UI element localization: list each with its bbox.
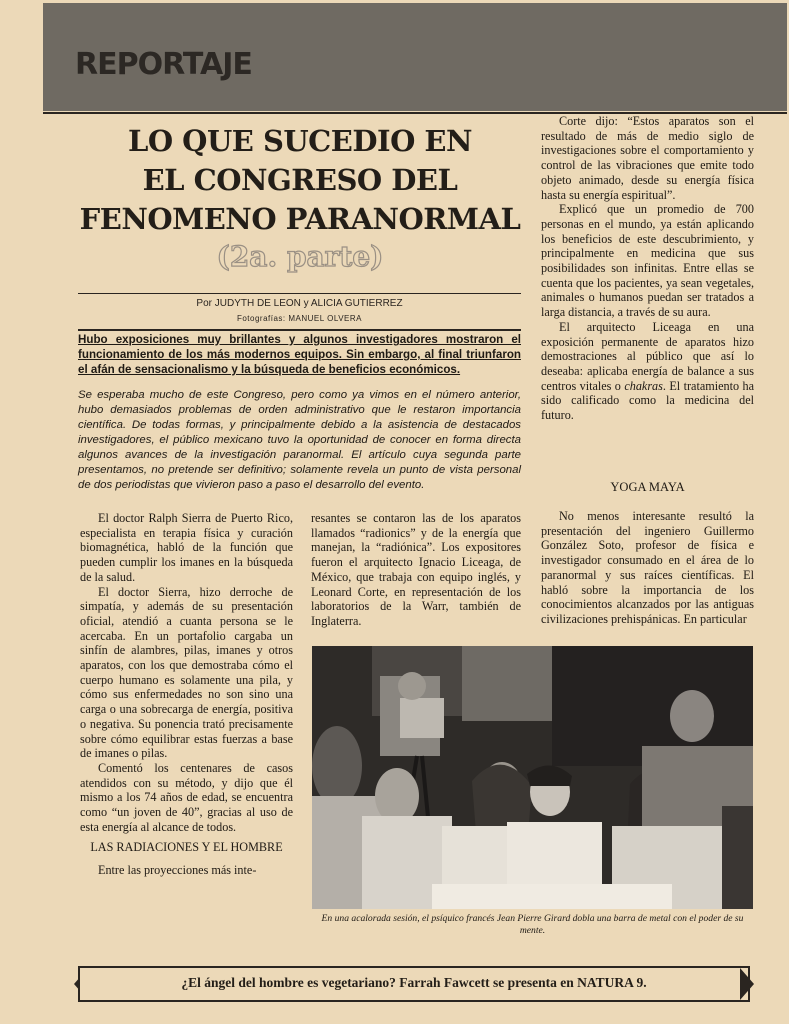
article-headline	[70, 122, 530, 239]
lead-rule	[78, 329, 521, 331]
paragraph-emphasis: chakras	[624, 378, 663, 393]
photo-caption: En una acalorada sesión, el psíquico francés Jean Pierre Girard dobla una barra de metal con el poder de su mente.	[321, 913, 744, 936]
byline-rule	[78, 293, 521, 294]
text-column-1	[80, 511, 293, 878]
paragraph: No menos interesante resultó la presentación del ingeniero Guillermo González Soto, profesor de física e investigador consumado en el área de lo paranormal y sus raíces científicas. El habló sobre la importancia de los conocimientos alcanzados por las antiguas civilizaciones prehispánicas. En particular	[541, 509, 754, 626]
column-subheading: LAS RADIACIONES Y EL HOMBRE	[90, 840, 283, 855]
headline-line: FENOMENO PARANORMAL	[79, 202, 521, 236]
text-column-3-continued	[541, 509, 754, 627]
column-subheading: YOGA MAYA	[610, 480, 685, 494]
article-lead: Hubo exposiciones muy brillantes y algunos investigadores mostraron el funcionamiento de los más modernos equipos. Sin embargo, al final triunfaron el afán de sensacionalismo y la búsqueda de beneficios económicos.	[78, 333, 521, 376]
article-subhead: (2a. parte)	[216, 240, 384, 273]
article-photo	[312, 646, 753, 909]
paragraph: Corte dijo: “Estos aparatos son el resultado de más de medio siglo de investigaciones sobre el comportamiento y control de las vibraciones que emite todo objeto animado, desde su energía física hasta su energía espiritual”.	[541, 114, 754, 202]
footer-promo-box	[78, 966, 750, 1002]
paragraph: Explicó que un promedio de 700 personas en el mundo, ya están aplicando los beneficios de este descubrimiento, y principalmente en medicina que sus posibilidades son infinitas. Entre ellas se cuenta que los pacientes, ya sean vegetales, animales o humanos puedan ser tratados a larga distancia, a través de su aura.	[541, 202, 754, 320]
byline: Por JUDYTH DE LEON y ALICIA GUTIERREZ	[196, 298, 403, 309]
paragraph: El doctor Ralph Sierra de Puerto Rico, especialista en terapia física y curación biomagnética, habló de la función que pueden cumplir los imanes en la búsqueda de la salud.	[80, 511, 293, 584]
text-column-2	[311, 511, 521, 629]
paragraph-text: . El tratamiento ha sido calificado como la medicina del futuro.	[541, 378, 754, 423]
paragraph: El doctor Sierra, hizo derroche de simpatía, y además de su presentación oficial, atendió a cuanta persona se le acercaba. En un portafolio cargaba un sinfín de alambres, pilas, imanes y otros aparatos, con los que demostraba cómo el cuerpo humano es solamente una pila, y cómo sus enfermedades no son sino una carga o una sobrecarga de energía, positiva o negativa. Su ponencia trató precisamente sobre cómo equilibrar estas fuerzas a base de imanes o pilas.	[80, 584, 293, 761]
paragraph: resantes se contaron las de los aparatos llamados “radionics” y de la energía que manejan, la “radiónica”. Los expositores fueron el arquitecto Ignacio Liceaga, de México, que trabaja con equipo inglés, y Leonard Corte, en representación de los laboratorios de la Warr, también de Inglaterra.	[311, 511, 521, 628]
photo-illustration	[312, 646, 753, 909]
footer-promo: ¿El ángel del hombre es vegetariano? Farrah Fawcett se presenta en NATURA 9.	[181, 975, 647, 990]
photo-credit: Fotografías: MANUEL OLVERA	[236, 314, 363, 323]
text-column-3	[541, 114, 754, 423]
footer-ornament-right	[740, 968, 756, 1000]
headline-line: LO QUE SUCEDIO EN	[127, 124, 473, 158]
section-label: REPORTAJE	[75, 47, 252, 82]
paragraph	[541, 320, 754, 423]
paragraph: Entre las proyecciones más inte-	[98, 863, 257, 878]
section-banner	[43, 3, 787, 111]
headline-line: EL CONGRESO DEL	[142, 163, 458, 197]
paragraph-text: El arquitecto Liceaga en una exposición permanente de aparatos hizo demostraciones al público que así lo deseaba: aplicaba energía de balance a sus centros vitales o	[541, 319, 754, 393]
paragraph: Comentó los centenares de casos atendidos con su método, y dijo que él mismo a los 74 años de edad, se encuentra como “un joven de 40”, gracias al uso de esta energía al alcance de todos.	[80, 760, 293, 834]
article-intro: Se esperaba mucho de este Congreso, pero como ya vimos en el número anterior, hubo demasiados problemas de orden administrativo que le restaron importancia científica. De todas formas, y principalmente debido a la asistencia de destacados investigadores, el público mexicano tuvo la oportunidad de conocer en forma directa algunos avances de la investigación paranormal. El artículo cuya segunda parte presentamos, no pretende ser definitivo; solamente revela un punto de vista personal de dos periodistas que vivieron paso a paso el desarrollo del evento.	[78, 389, 521, 491]
